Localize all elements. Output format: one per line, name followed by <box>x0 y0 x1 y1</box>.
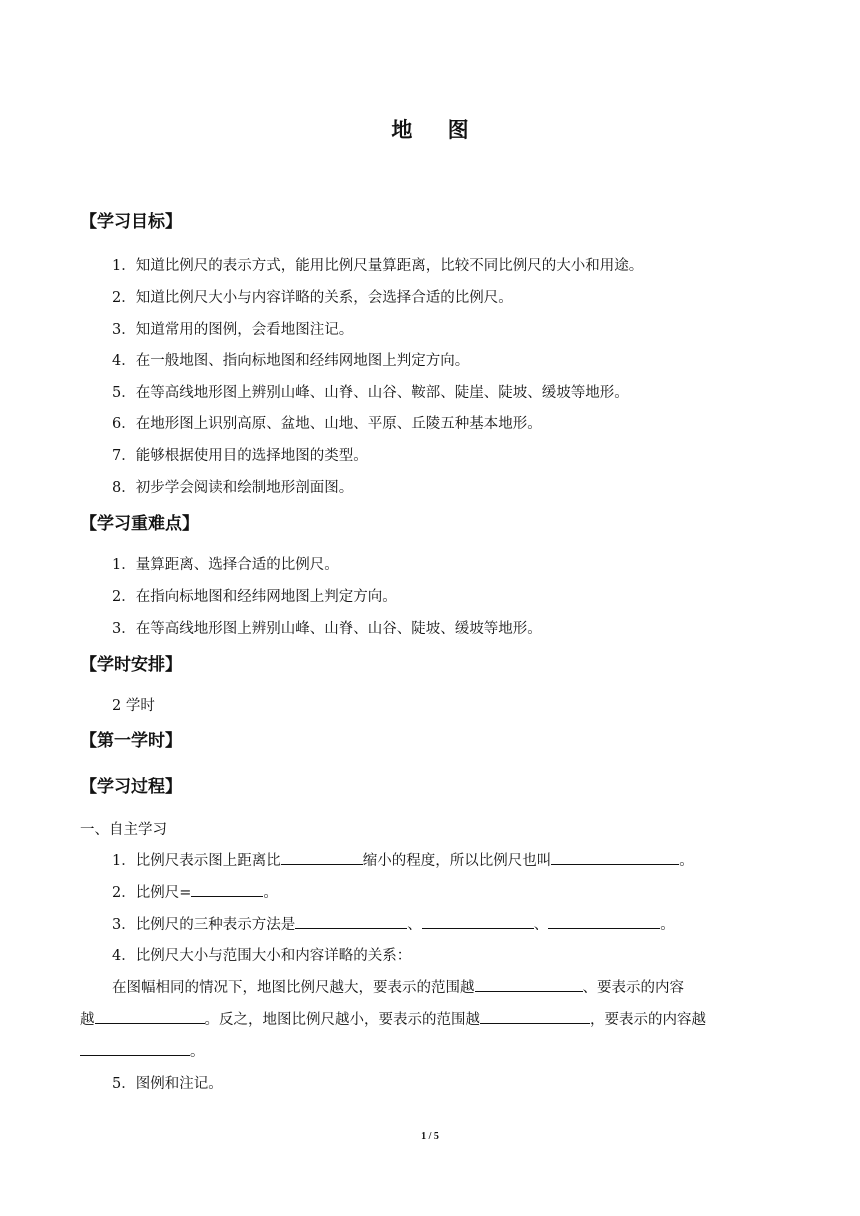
question-3-sep: 、 <box>407 917 422 933</box>
objective-item: 8．初步学会阅读和绘制地形剖面图。 <box>112 480 354 496</box>
key-point-item: 2．在指向标地图和经纬网地图上判定方向。 <box>112 589 397 605</box>
objective-item: 1．知道比例尺的表示方式，能用比例尺量算距离，比较不同比例尺的大小和用途。 <box>112 258 644 274</box>
section-heading-schedule: 【学时安排】 <box>80 655 182 675</box>
question-5: 5．图例和注记。 <box>112 1076 223 1092</box>
question-1-text-c: 。 <box>679 853 694 869</box>
objective-item: 7．能够根据使用目的选择地图的类型。 <box>112 448 368 464</box>
answer-blank[interactable] <box>295 914 407 929</box>
answer-blank[interactable] <box>281 850 363 865</box>
answer-blank[interactable] <box>95 1009 205 1024</box>
objective-item: 6．在地形图上识别高原、盆地、山地、平原、丘陵五种基本地形。 <box>112 416 542 432</box>
question-3-end: 。 <box>660 917 675 933</box>
question-4-paragraph-line-3 <box>80 1040 205 1061</box>
question-1-text-b: 缩小的程度，所以比例尺也叫 <box>362 853 552 869</box>
section-heading-process: 【学习过程】 <box>80 777 182 797</box>
objective-item: 5．在等高线地形图上辨别山峰、山脊、山谷、鞍部、陡崖、陡坡、缓坡等地形。 <box>112 385 629 401</box>
question-4-paragraph-line-1 <box>112 976 684 997</box>
question-1 <box>112 849 694 870</box>
objective-item: 3．知道常用的图例，会看地图注记。 <box>112 322 354 338</box>
q4-text-c: 越 <box>80 1012 95 1028</box>
question-4-paragraph-line-2 <box>80 1008 706 1029</box>
q4-text-a: 在图幅相同的情况下，地图比例尺越大，要表示的范围越 <box>112 980 475 996</box>
objective-item: 2．知道比例尺大小与内容详略的关系，会选择合适的比例尺。 <box>112 290 513 306</box>
answer-blank[interactable] <box>551 850 679 865</box>
section-heading-objectives: 【学习目标】 <box>80 212 182 232</box>
section-heading-key-points: 【学习重难点】 <box>80 514 199 534</box>
question-1-text-a: 1．比例尺表示图上距离比 <box>112 853 281 869</box>
part-title: 一、自主学习 <box>80 822 167 838</box>
q4-text-f: 。 <box>190 1044 205 1060</box>
question-3-text-a: 3．比例尺的三种表示方法是 <box>112 917 296 933</box>
key-point-item: 1．量算距离、选择合适的比例尺。 <box>112 557 339 573</box>
answer-blank[interactable] <box>480 1009 590 1024</box>
question-4: 4．比例尺大小与范围大小和内容详略的关系： <box>112 948 412 964</box>
question-2-text-b: 。 <box>263 885 278 901</box>
answer-blank[interactable] <box>80 1041 190 1056</box>
schedule-text: 2 学时 <box>112 698 155 714</box>
answer-blank[interactable] <box>475 977 583 992</box>
answer-blank[interactable] <box>548 914 660 929</box>
answer-blank[interactable] <box>422 914 534 929</box>
q4-text-e: ，要表示的内容越 <box>590 1012 706 1028</box>
question-3-sep: 、 <box>533 917 549 933</box>
section-heading-first-period: 【第一学时】 <box>80 731 182 751</box>
q4-text-b: 、要表示的内容 <box>582 980 684 996</box>
question-3 <box>112 913 675 934</box>
question-2-text-a: 2．比例尺= <box>112 885 192 901</box>
key-point-item: 3．在等高线地形图上辨别山峰、山脊、山谷、陡坡、缓坡等地形。 <box>112 621 542 637</box>
q4-text-d: 。反之，地图比例尺越小，要表示的范围越 <box>204 1012 480 1028</box>
answer-blank[interactable] <box>191 882 263 897</box>
page-number: 1 / 5 <box>421 1131 439 1142</box>
objective-item: 4．在一般地图、指向标地图和经纬网地图上判定方向。 <box>112 353 470 369</box>
page-title: 地 图 <box>391 118 483 142</box>
question-2 <box>112 881 278 902</box>
